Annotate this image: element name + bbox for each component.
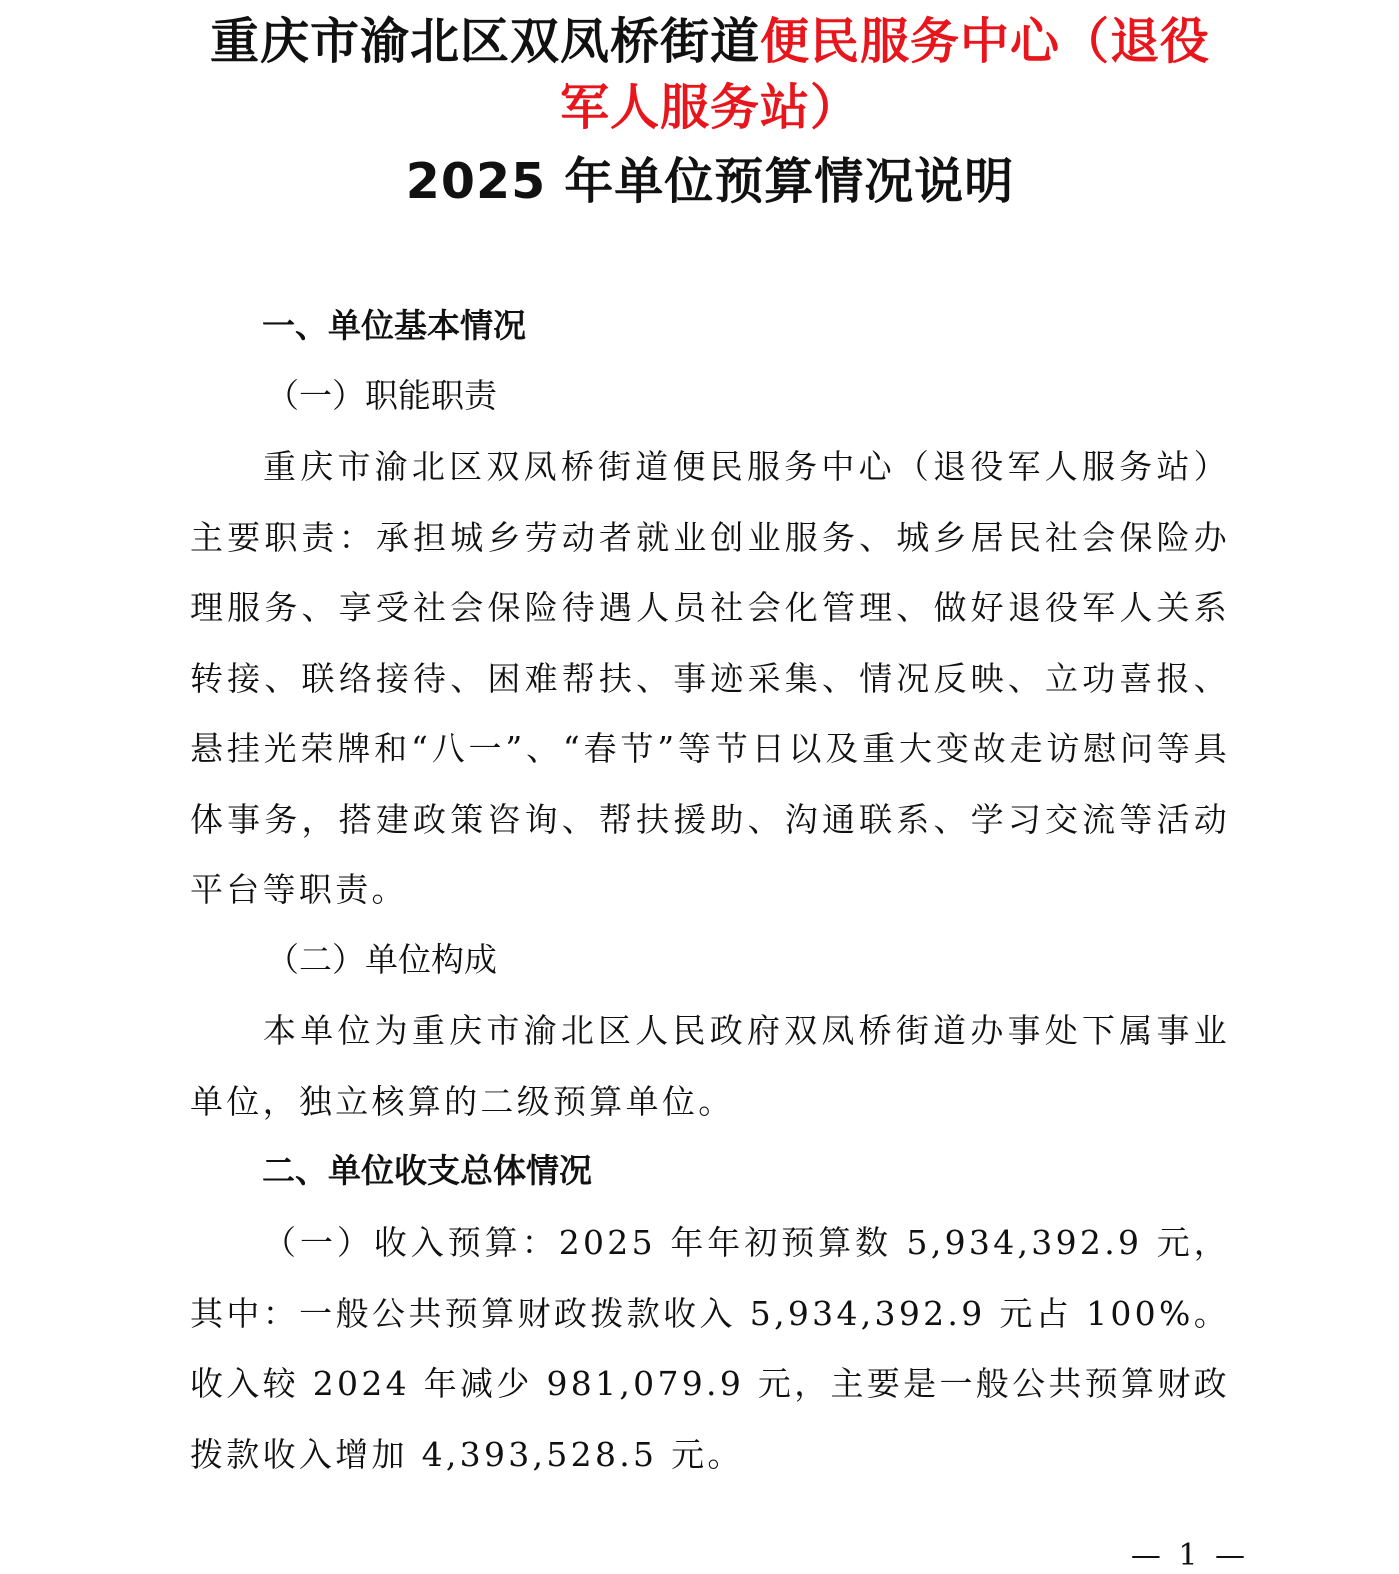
section1-sub2: （二）单位构成: [266, 940, 497, 979]
section1-paragraph2: 本单位为重庆市渝北区人民政府双凤桥街道办事处下属事业单位，独立核算的二级预算单位。: [190, 1011, 1230, 1121]
title-unit-name: 重庆市渝北区双凤桥街道: [209, 13, 760, 70]
section1-sub1: （一）职能职责: [266, 376, 497, 415]
section2-paragraph1: （一）收入预算：2025 年年初预算数 5,934,392.9 元，其中：一般公共预算财政拨款收入 5,934,392.9 元占 100%。收入较 2024 年减少 981,079.9 元，主要是一般公共预算财政拨款收入增加 4,393,528.5 元。: [190, 1223, 1230, 1474]
title-line-3: 2025 年单位预算情况说明: [405, 153, 1015, 210]
section2-heading: 二、单位收支总体情况: [262, 1151, 592, 1190]
section1-heading: 一、单位基本情况: [262, 306, 526, 345]
title-center-name: 便民服务中心（退役: [760, 13, 1211, 70]
section1-paragraph1: 重庆市渝北区双凤桥街道便民服务中心（退役军人服务站）主要职责：承担城乡劳动者就业创业服务、城乡居民社会保险办理服务、享受社会保险待遇人员社会化管理、做好退役军人关系转接、联络接待、困难帮扶、事迹采集、情况反映、立功喜报、悬挂光荣牌和“八一”、“春节”等节日以及重大变故走访慰问等具体事务，搭建政策咨询、帮扶援助、沟通联系、学习交流等活动平台等职责。: [190, 447, 1230, 909]
page-number: — 1 —: [1130, 1538, 1249, 1573]
title-line-2: 军人服务站）: [559, 79, 860, 136]
title-line-1: [150, 6, 1270, 78]
